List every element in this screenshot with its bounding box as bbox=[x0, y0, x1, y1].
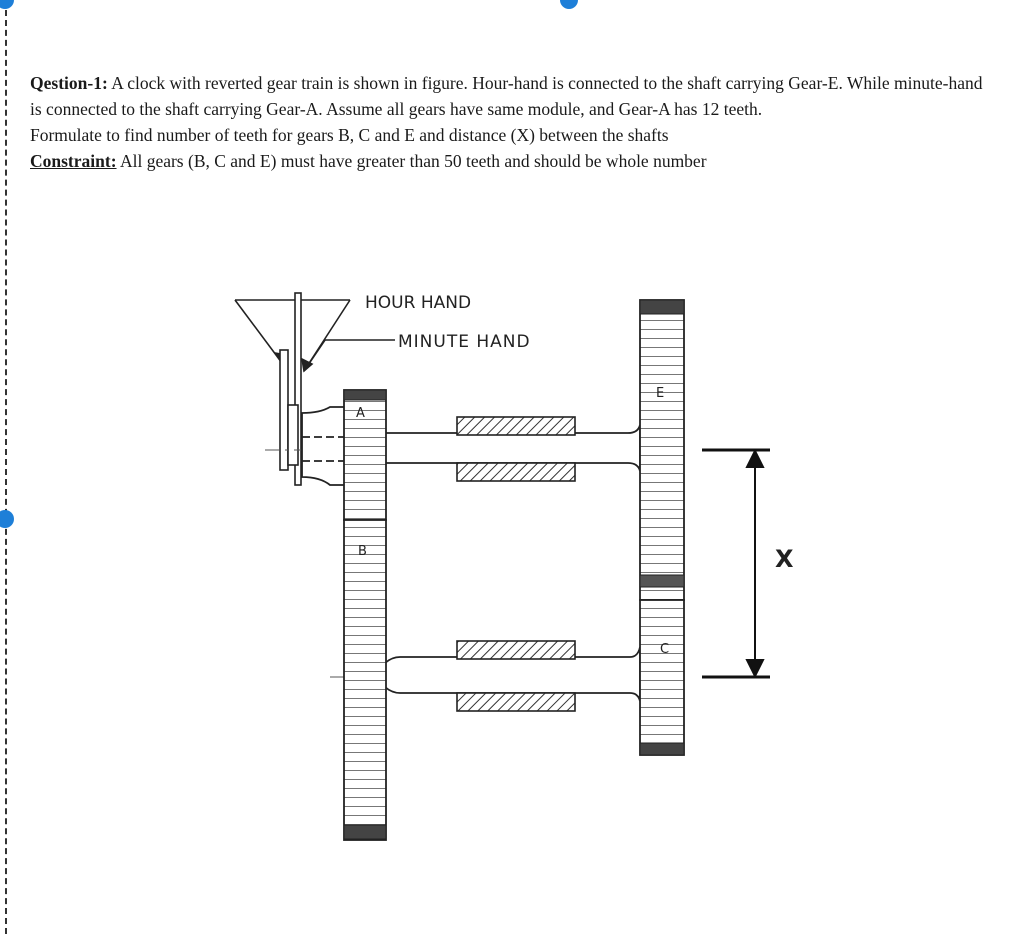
question-paragraph bbox=[30, 70, 990, 122]
question-label: Qestion-1: bbox=[30, 73, 108, 93]
hour-hand-label: HOUR HAND bbox=[365, 293, 472, 313]
formulate-text: Formulate to find number of teeth for gears B, C and E and distance (X) between the shafts bbox=[30, 125, 669, 145]
constraint-text: All gears (B, C and E) must have greater than 50 teeth and should be whole number bbox=[119, 151, 707, 171]
gear-a-label: A bbox=[356, 406, 365, 421]
resize-handle-middle-left[interactable] bbox=[0, 510, 14, 528]
minute-hand-label: MINUTE HAND bbox=[398, 332, 531, 352]
dimension-x bbox=[702, 450, 770, 677]
question-block bbox=[30, 70, 990, 174]
gear-c-label: C bbox=[660, 642, 670, 657]
gear-train-figure bbox=[220, 285, 800, 860]
question-text: A clock with reverted gear train is shown in figure. Hour-hand is connected to the shaft carrying Gear-E. While minute-hand is connected to the shaft carrying Gear-A. Assume all gears have same module, and Gear-A has 12 teeth. bbox=[30, 73, 983, 119]
shaft-centerlines bbox=[265, 450, 645, 677]
gear-e-label: E bbox=[656, 386, 665, 401]
gear-train-diagram bbox=[220, 285, 800, 860]
gear-b-label: B bbox=[358, 544, 367, 559]
resize-handle-top-center[interactable] bbox=[560, 0, 578, 9]
constraint-label: Constraint: bbox=[30, 151, 117, 171]
dashed-left-border bbox=[5, 0, 7, 934]
gear-b bbox=[344, 520, 386, 840]
gear-a bbox=[344, 390, 386, 520]
gear-e bbox=[640, 300, 684, 600]
gear-c bbox=[640, 600, 684, 755]
distance-x-label: X bbox=[775, 545, 794, 573]
constraint-paragraph bbox=[30, 148, 990, 174]
resize-handle-top-left[interactable] bbox=[0, 0, 14, 9]
hand-plates bbox=[280, 293, 301, 485]
